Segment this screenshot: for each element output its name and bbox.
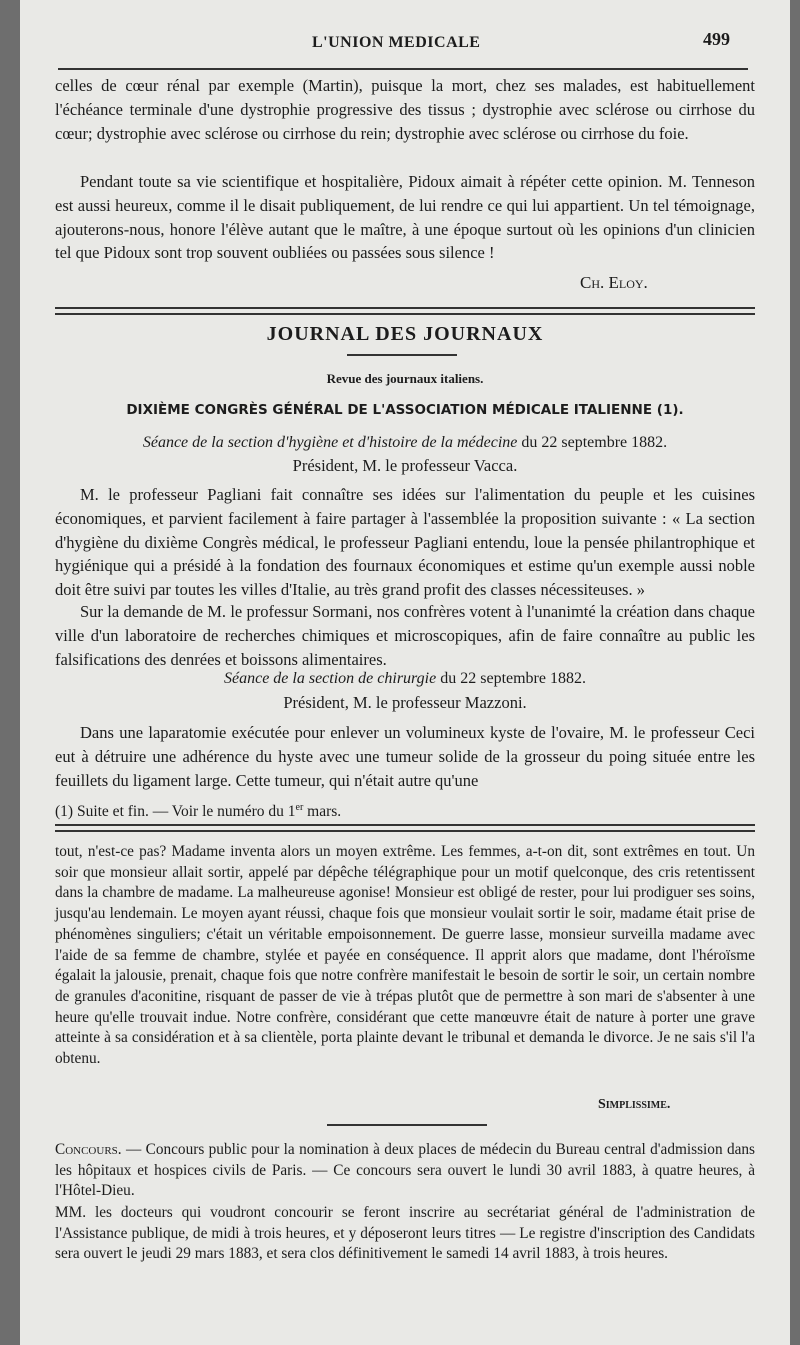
header-rule [58, 68, 748, 70]
feuilleton-rule-top [55, 824, 755, 826]
congress-title: DIXIÈME CONGRÈS GÉNÉRAL DE L'ASSOCIATION MÉDICALE ITALIENNE (1). [126, 402, 684, 418]
section-title-rule [347, 354, 457, 356]
feuilleton-rule-bottom [55, 830, 755, 832]
footnote-text: (1) Suite et fin. — Voir le numéro du 1 [55, 803, 296, 821]
article-paragraph: Pendant toute sa vie scientifique et hospitalière, Pidoux aimait à répéter cette opinion. M. Tenneson est aussi heureux, comme il le disait publiquement, de lui rendre ce qui lui appartient. Un tel témoignage, ajouterons-nous, honore l'élève autant que le maître, à une époque surtout où les opinions d'un clinicien tel que Pidoux sont trop souvent oubliées ou passées sous silence ! [55, 172, 755, 263]
section-double-rule-bottom [55, 313, 755, 315]
concours-label: Concours. [55, 1141, 122, 1158]
journal-paragraph: M. le professeur Pagliani fait connaître ses idées sur l'alimentation du peuple et les cuisines économiques, et parvient facilement à faire partager à l'assemblée la proposition suivante : « La section d'hygiène du dixième Congrès médical, le professeur Pagliani entendu, loue la pensée philantrophique et hygiénique qui a présidé à la fondation des fournaux économiques et estime qu'un exemple aussi noble doit être suivi par toutes les villes d'Italie, au très grand profit des classes nécessiteuses. » [55, 485, 755, 600]
page-number: 499 [703, 29, 730, 49]
session-date: du 22 septembre 1882. [436, 670, 586, 687]
journal-paragraph: Dans une laparatomie exécutée pour enlever un volumineux kyste de l'ovaire, M. le professeur Ceci eut à détruire une adhérence du hyste avec une tumeur solide de la grosseur du poing située entre les feuillets du ligament large. Cette tumeur, qui n'était autre qu'une [55, 723, 755, 790]
session-name: Séance de la section d'hygiène et d'histoire de la médecine [142, 434, 518, 451]
subsection-title: Revue des journaux italiens. [326, 371, 484, 386]
footnote [55, 796, 755, 824]
separator-rule [327, 1124, 487, 1126]
footnote-text-end: mars. [303, 803, 342, 821]
session-president: Président, M. le professeur Vacca. [292, 456, 518, 475]
newspaper-page [20, 0, 790, 1345]
concours-paragraph [55, 1140, 755, 1202]
section-title: JOURNAL DES JOURNAUX [266, 323, 544, 345]
concours-paragraph: MM. les docteurs qui voudront concourir se feront inscrire au secrétariat général de l'administration de l'Assistance publique, de midi à trois heures, et y déposeront leurs titres — Le registre d'inscription des Candidats sera ouvert le jeudi 29 mars 1883, et sera clos définitivement le samedi 14 avril 1883, à trois heures. [55, 1204, 755, 1263]
session-date: du 22 septembre 1882. [517, 434, 668, 451]
article-paragraph-continued: celles de cœur rénal par exemple (Martin), puisque la mort, chez ses malades, est habituellement l'échéance terminale d'une dystrophie progressive des tissus ; dystrophie avec sclérose ou cirrhose du cœur; dystrophie avec sclérose ou cirrhose du rein; dystrophie avec sclérose ou cirrhose du foie. [55, 76, 755, 143]
article-signature: Ch. Eloy. [580, 273, 648, 292]
feuilleton-paragraph: tout, n'est-ce pas? Madame inventa alors un moyen extrême. Les femmes, a-t-on dit, sont extrêmes en tout. Un soir que monsieur allait sortir, appelé par dépêche télégraphique pour un motif quelconque, des cris retentissent dans la chambre de madame. La malheureuse agonise! Monsieur est obligé de rester, pour lui prodiguer ses soins, jusqu'au lendemain. Le moyen ayant réussi, chaque fois que monsieur voulait sortir le soir, madame était prise de phénomènes singuliers; c'était un véritable empoisonnement. De guerre lasse, monsieur surveilla madame avec l'aide de sa femme de chambre, stylée et payée en conséquence. Il apprit alors que madame, dont l'héroïsme égalait la jalousie, prenait, chaque fois que notre confrère manifestait le besoin de sortir le soir, un certain nombre de granules d'aconitine, risquant de passer de vie à trépas plutôt que de permettre à son mari de s'absenter à une heure qu'elle trouvait indue. Notre confrère, considérant que cette manœuvre était de nature à porter une grave atteinte à sa considération et à sa clientèle, porta plainte devant le tribunal et demanda le divorce. Je ne sais s'il l'a obtenu. [55, 843, 755, 1068]
session-heading-surgery [55, 670, 755, 688]
session-president: Président, M. le professeur Mazzoni. [283, 693, 527, 712]
feuilleton-signature: Simplissime. [598, 1097, 671, 1112]
session-name: Séance de la section de chirurgie [224, 670, 437, 687]
footnote-superscript: er [295, 802, 304, 813]
concours-text: — Concours public pour la nomination à deux places de médecin du Bureau central d'admission dans les hôpitaux et hospices civils de Paris. — Ce concours sera ouvert le lundi 30 avril 1883, à quatre heures, à l'Hôtel-Dieu. [55, 1141, 755, 1200]
journal-paragraph: Sur la demande de M. le professur Sormani, nos confrères votent à l'unanimté la création dans chaque ville d'un laboratoire de recherches chimiques et microscopiques, afin de faire connaître au public les falsifications des denrées et boissons alimentaires. [55, 602, 755, 669]
section-double-rule-top [55, 307, 755, 309]
running-header-title: L'UNION MEDICALE [312, 34, 481, 51]
session-heading-hygiene [55, 434, 755, 452]
